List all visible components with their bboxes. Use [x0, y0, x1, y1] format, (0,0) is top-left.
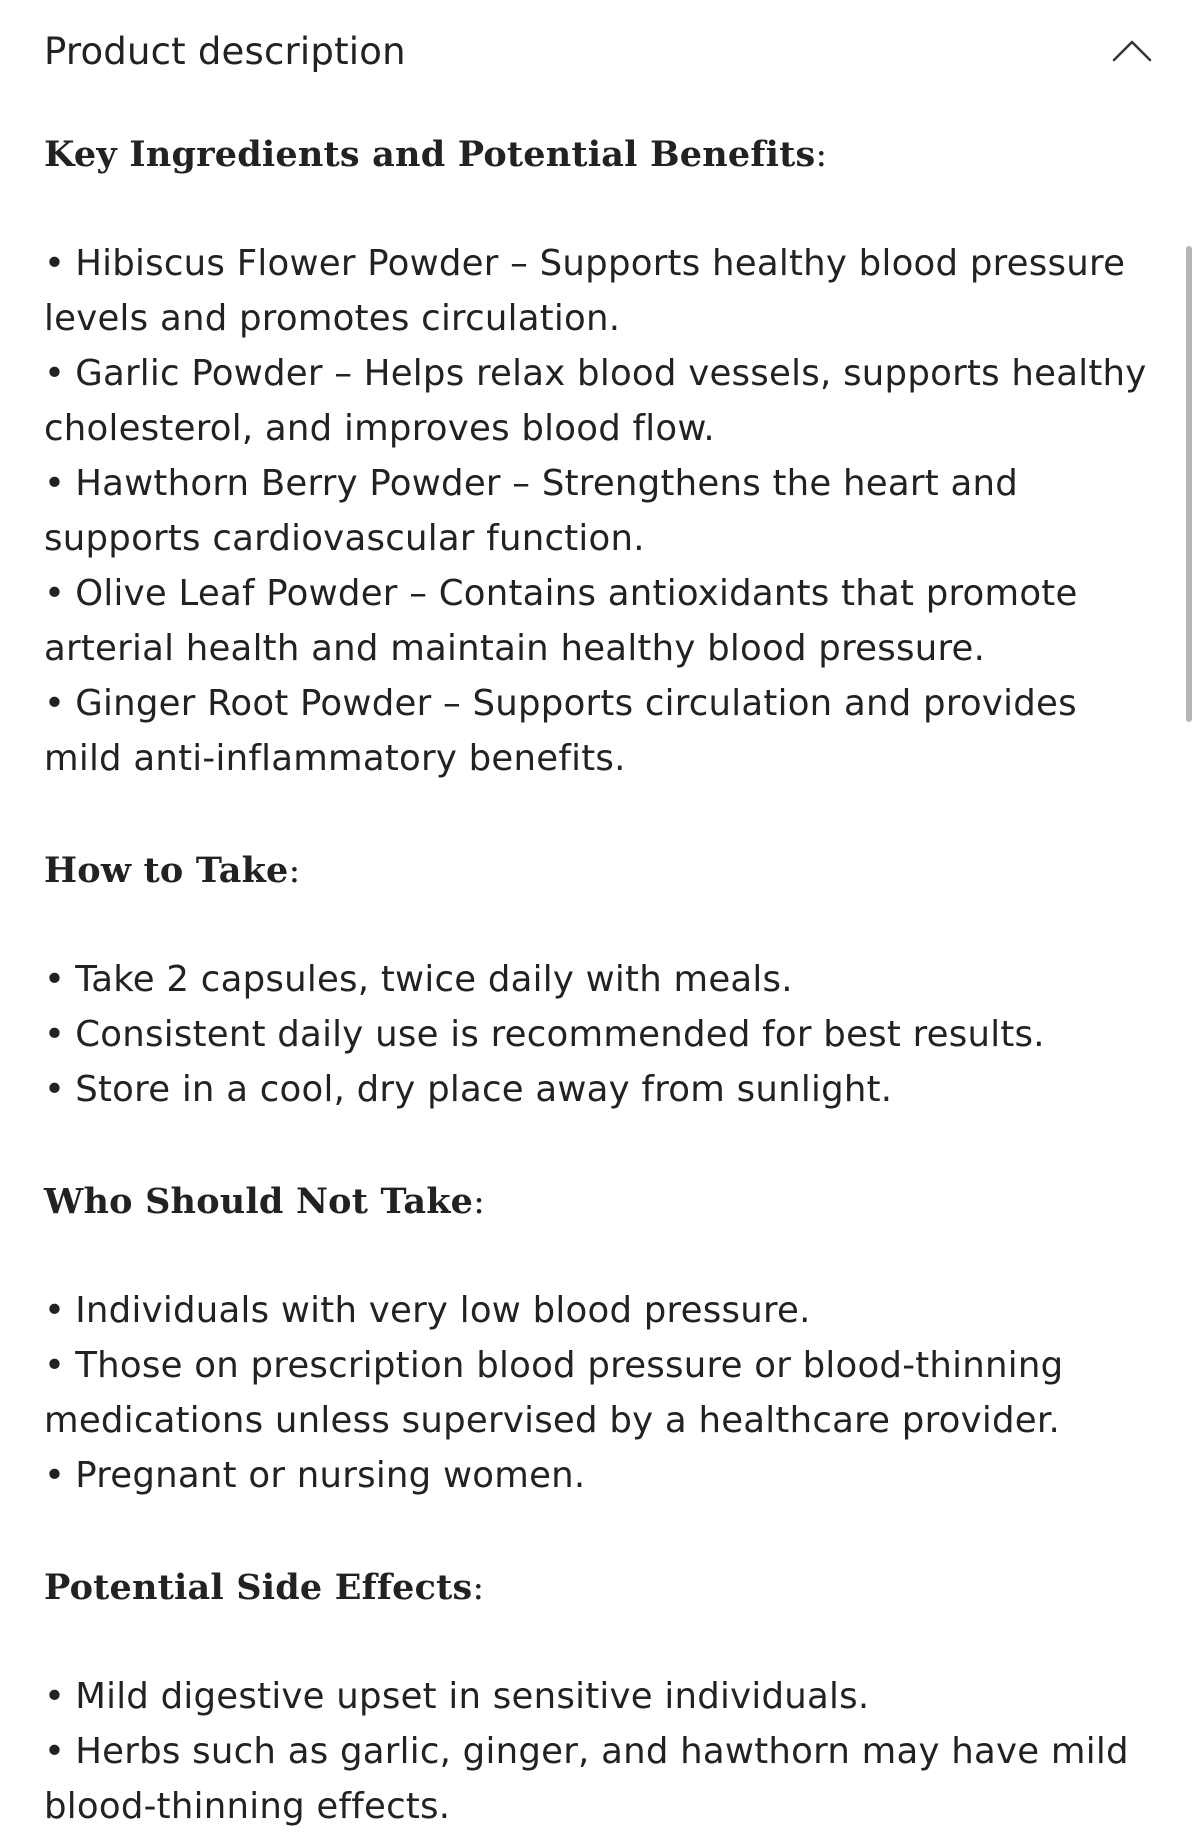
- bullet-dot: •: [44, 1345, 66, 1386]
- bullet-dot: •: [44, 353, 66, 394]
- bullet-dot: •: [44, 1290, 66, 1331]
- list-item: • Store in a cool, dry place away from sunlight.: [44, 1069, 893, 1110]
- product-description-body: [44, 130, 1164, 1834]
- bullet-dot: •: [44, 959, 66, 1000]
- list-item: • Garlic Powder – Helps relax blood vessels, supports healthy cholesterol, and improves blood flow.: [44, 353, 1147, 449]
- chevron-up-icon[interactable]: [1108, 26, 1156, 74]
- bullet-dot: •: [44, 463, 66, 504]
- list-item: • Take 2 capsules, twice daily with meals.: [44, 959, 793, 1000]
- bullet-dot: •: [44, 243, 66, 284]
- list-item: • Mild digestive upset in sensitive individuals.: [44, 1676, 870, 1717]
- list-item: • Hibiscus Flower Powder – Supports healthy blood pressure levels and promotes circulation.: [44, 243, 1126, 339]
- bullet-dot: •: [44, 1676, 66, 1717]
- section-heading: Key Ingredients and Potential Benefits:: [44, 134, 828, 175]
- bullet-dot: •: [44, 1731, 66, 1772]
- scrollbar[interactable]: [1184, 246, 1194, 722]
- bullet-list: [44, 1283, 1164, 1503]
- section-heading: How to Take:: [44, 850, 301, 891]
- bullet-dot: •: [44, 573, 66, 614]
- list-item: • Ginger Root Powder – Supports circulation and provides mild anti-inflammatory benefits.: [44, 683, 1077, 779]
- list-item: • Consistent daily use is recommended for best results.: [44, 1014, 1045, 1055]
- list-item: • Olive Leaf Powder – Contains antioxidants that promote arterial health and maintain healthy blood pressure.: [44, 573, 1078, 669]
- section-title: Product description: [44, 30, 406, 73]
- list-item: • Herbs such as garlic, ginger, and hawthorn may have mild blood-thinning effects.: [44, 1731, 1129, 1827]
- section-heading: Who Should Not Take:: [44, 1181, 486, 1222]
- bullet-dot: •: [44, 683, 66, 724]
- bullet-list: [44, 236, 1164, 786]
- section-side-effects: [44, 1563, 1164, 1834]
- section-how-to-take: [44, 846, 1164, 1117]
- scrollbar-thumb[interactable]: [1186, 246, 1192, 722]
- list-item: • Individuals with very low blood pressure.: [44, 1290, 811, 1331]
- section-heading: Potential Side Effects:: [44, 1567, 485, 1608]
- list-item: • Those on prescription blood pressure or blood-thinning medications unless supervised by a healthcare provider.: [44, 1345, 1064, 1441]
- section-key-ingredients: [44, 130, 1164, 786]
- section-who-should-not-take: [44, 1177, 1164, 1503]
- bullet-dot: •: [44, 1069, 66, 1110]
- bullet-dot: •: [44, 1455, 66, 1496]
- list-item: • Pregnant or nursing women.: [44, 1455, 586, 1496]
- bullet-list: [44, 952, 1164, 1117]
- product-description-header[interactable]: [44, 22, 1156, 78]
- bullet-dot: •: [44, 1014, 66, 1055]
- bullet-list: [44, 1669, 1164, 1834]
- list-item: • Hawthorn Berry Powder – Strengthens the heart and supports cardiovascular function.: [44, 463, 1018, 559]
